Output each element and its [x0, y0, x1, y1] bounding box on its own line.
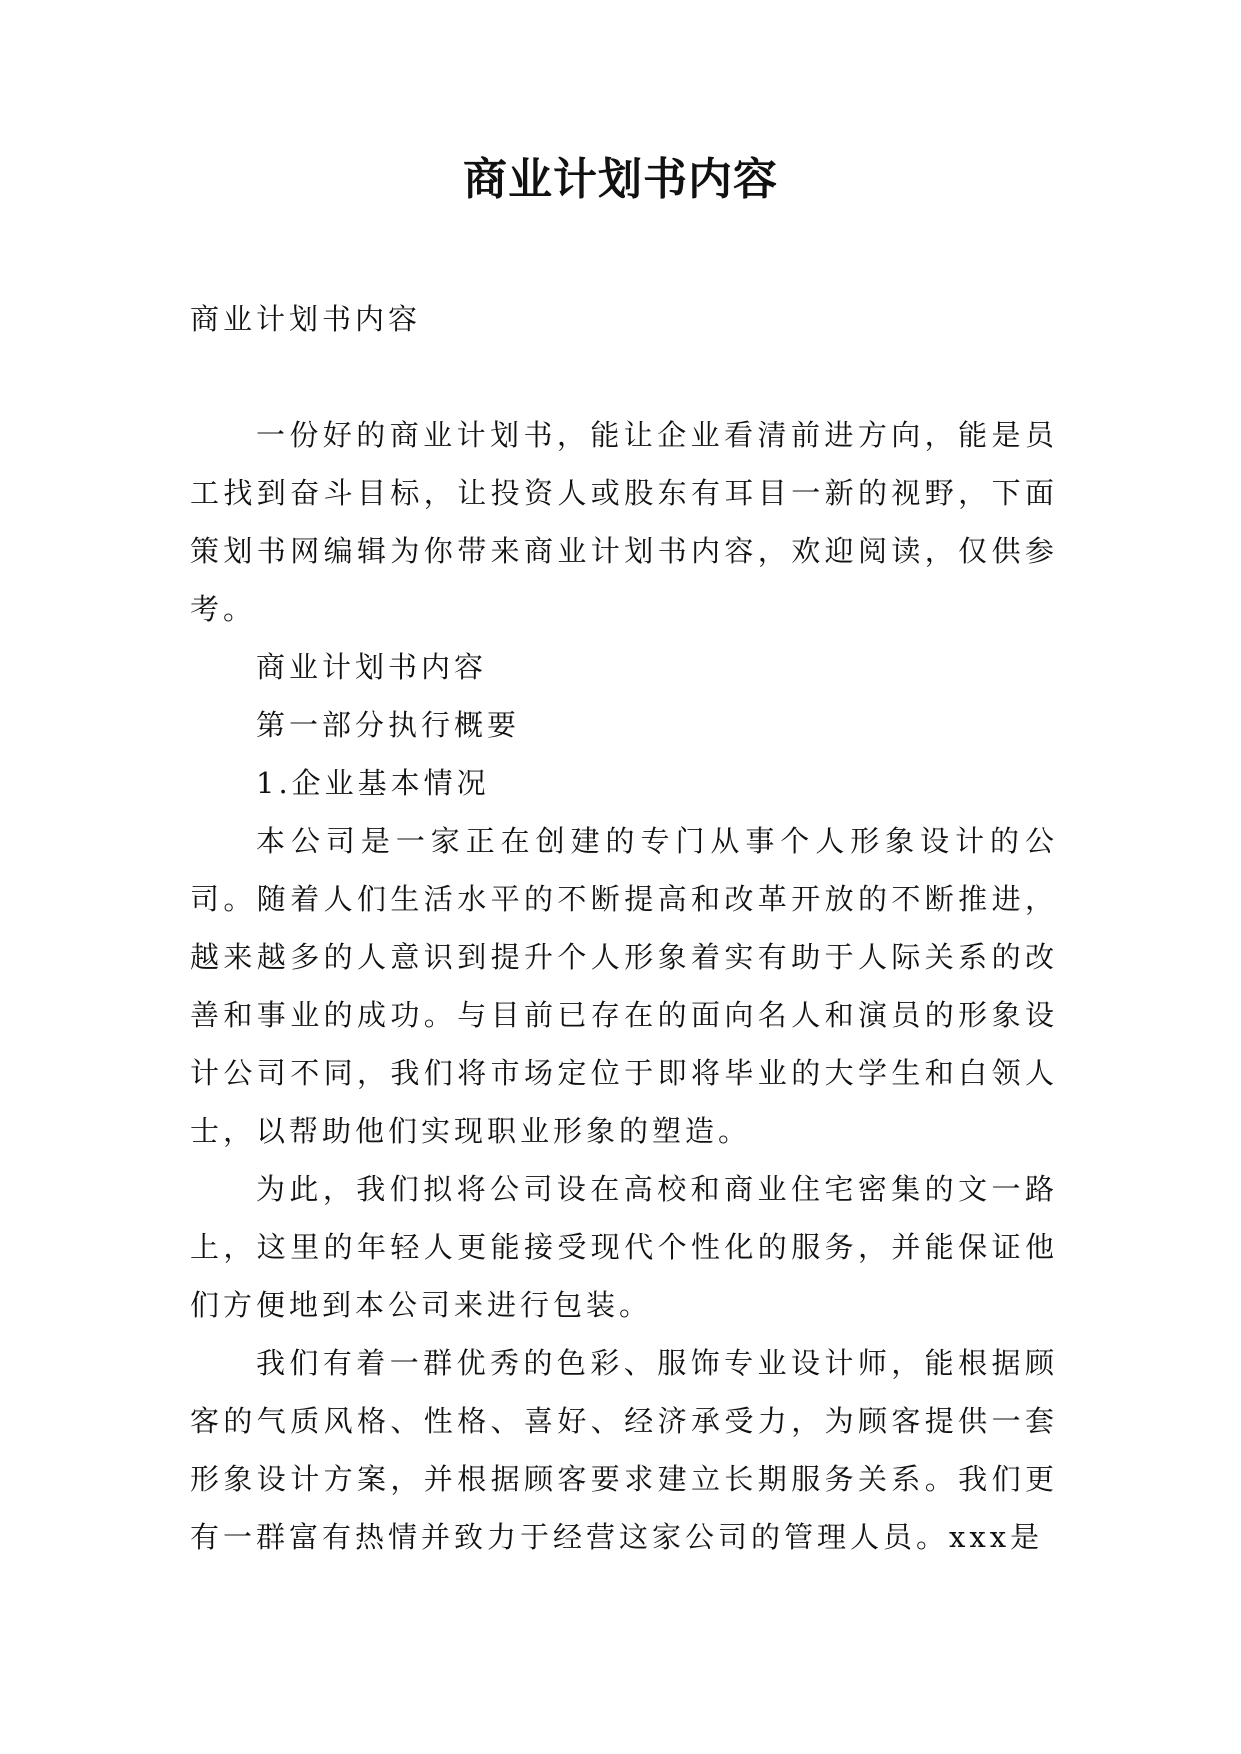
document-body [190, 406, 1058, 1566]
paragraph-part-heading: 第一部分执行概要 [256, 708, 521, 742]
paragraph-section-title: 商业计划书内容 [256, 650, 488, 684]
paragraph-company-overview: 本公司是一家正在创建的专门从事个人形象设计的公司。随着人们生活水平的不断提高和改革开放的不断推进，越来越多的人意识到提升个人形象着实有助于人际关系的改善和事业的成功。与目前已存在的面向名人和演员的形象设计公司不同，我们将市场定位于即将毕业的大学生和白领人士，以帮助他们实现职业形象的塑造。 [190, 824, 1058, 1148]
paragraph-team: 我们有着一群优秀的色彩、服饰专业设计师，能根据顾客的气质风格、性格、喜好、经济承受力，为顾客提供一套形象设计方案，并根据顾客要求建立长期服务关系。我们更有一群富有热情并致力于经营这家公司的管理人员。xxx是 [190, 1346, 1058, 1554]
paragraph-intro: 一份好的商业计划书，能让企业看清前进方向，能是员工找到奋斗目标，让投资人或股东有耳目一新的视野，下面策划书网编辑为你带来商业计划书内容，欢迎阅读，仅供参考。 [190, 418, 1058, 626]
paragraph-location: 为此，我们拟将公司设在高校和商业住宅密集的文一路上，这里的年轻人更能接受现代个性化的服务，并能保证他们方便地到本公司来进行包装。 [190, 1172, 1058, 1322]
document-subtitle: 商业计划书内容 [190, 302, 422, 336]
paragraph-subheading: 1.企业基本情况 [256, 766, 490, 800]
document-title: 商业计划书内容 [463, 154, 778, 205]
